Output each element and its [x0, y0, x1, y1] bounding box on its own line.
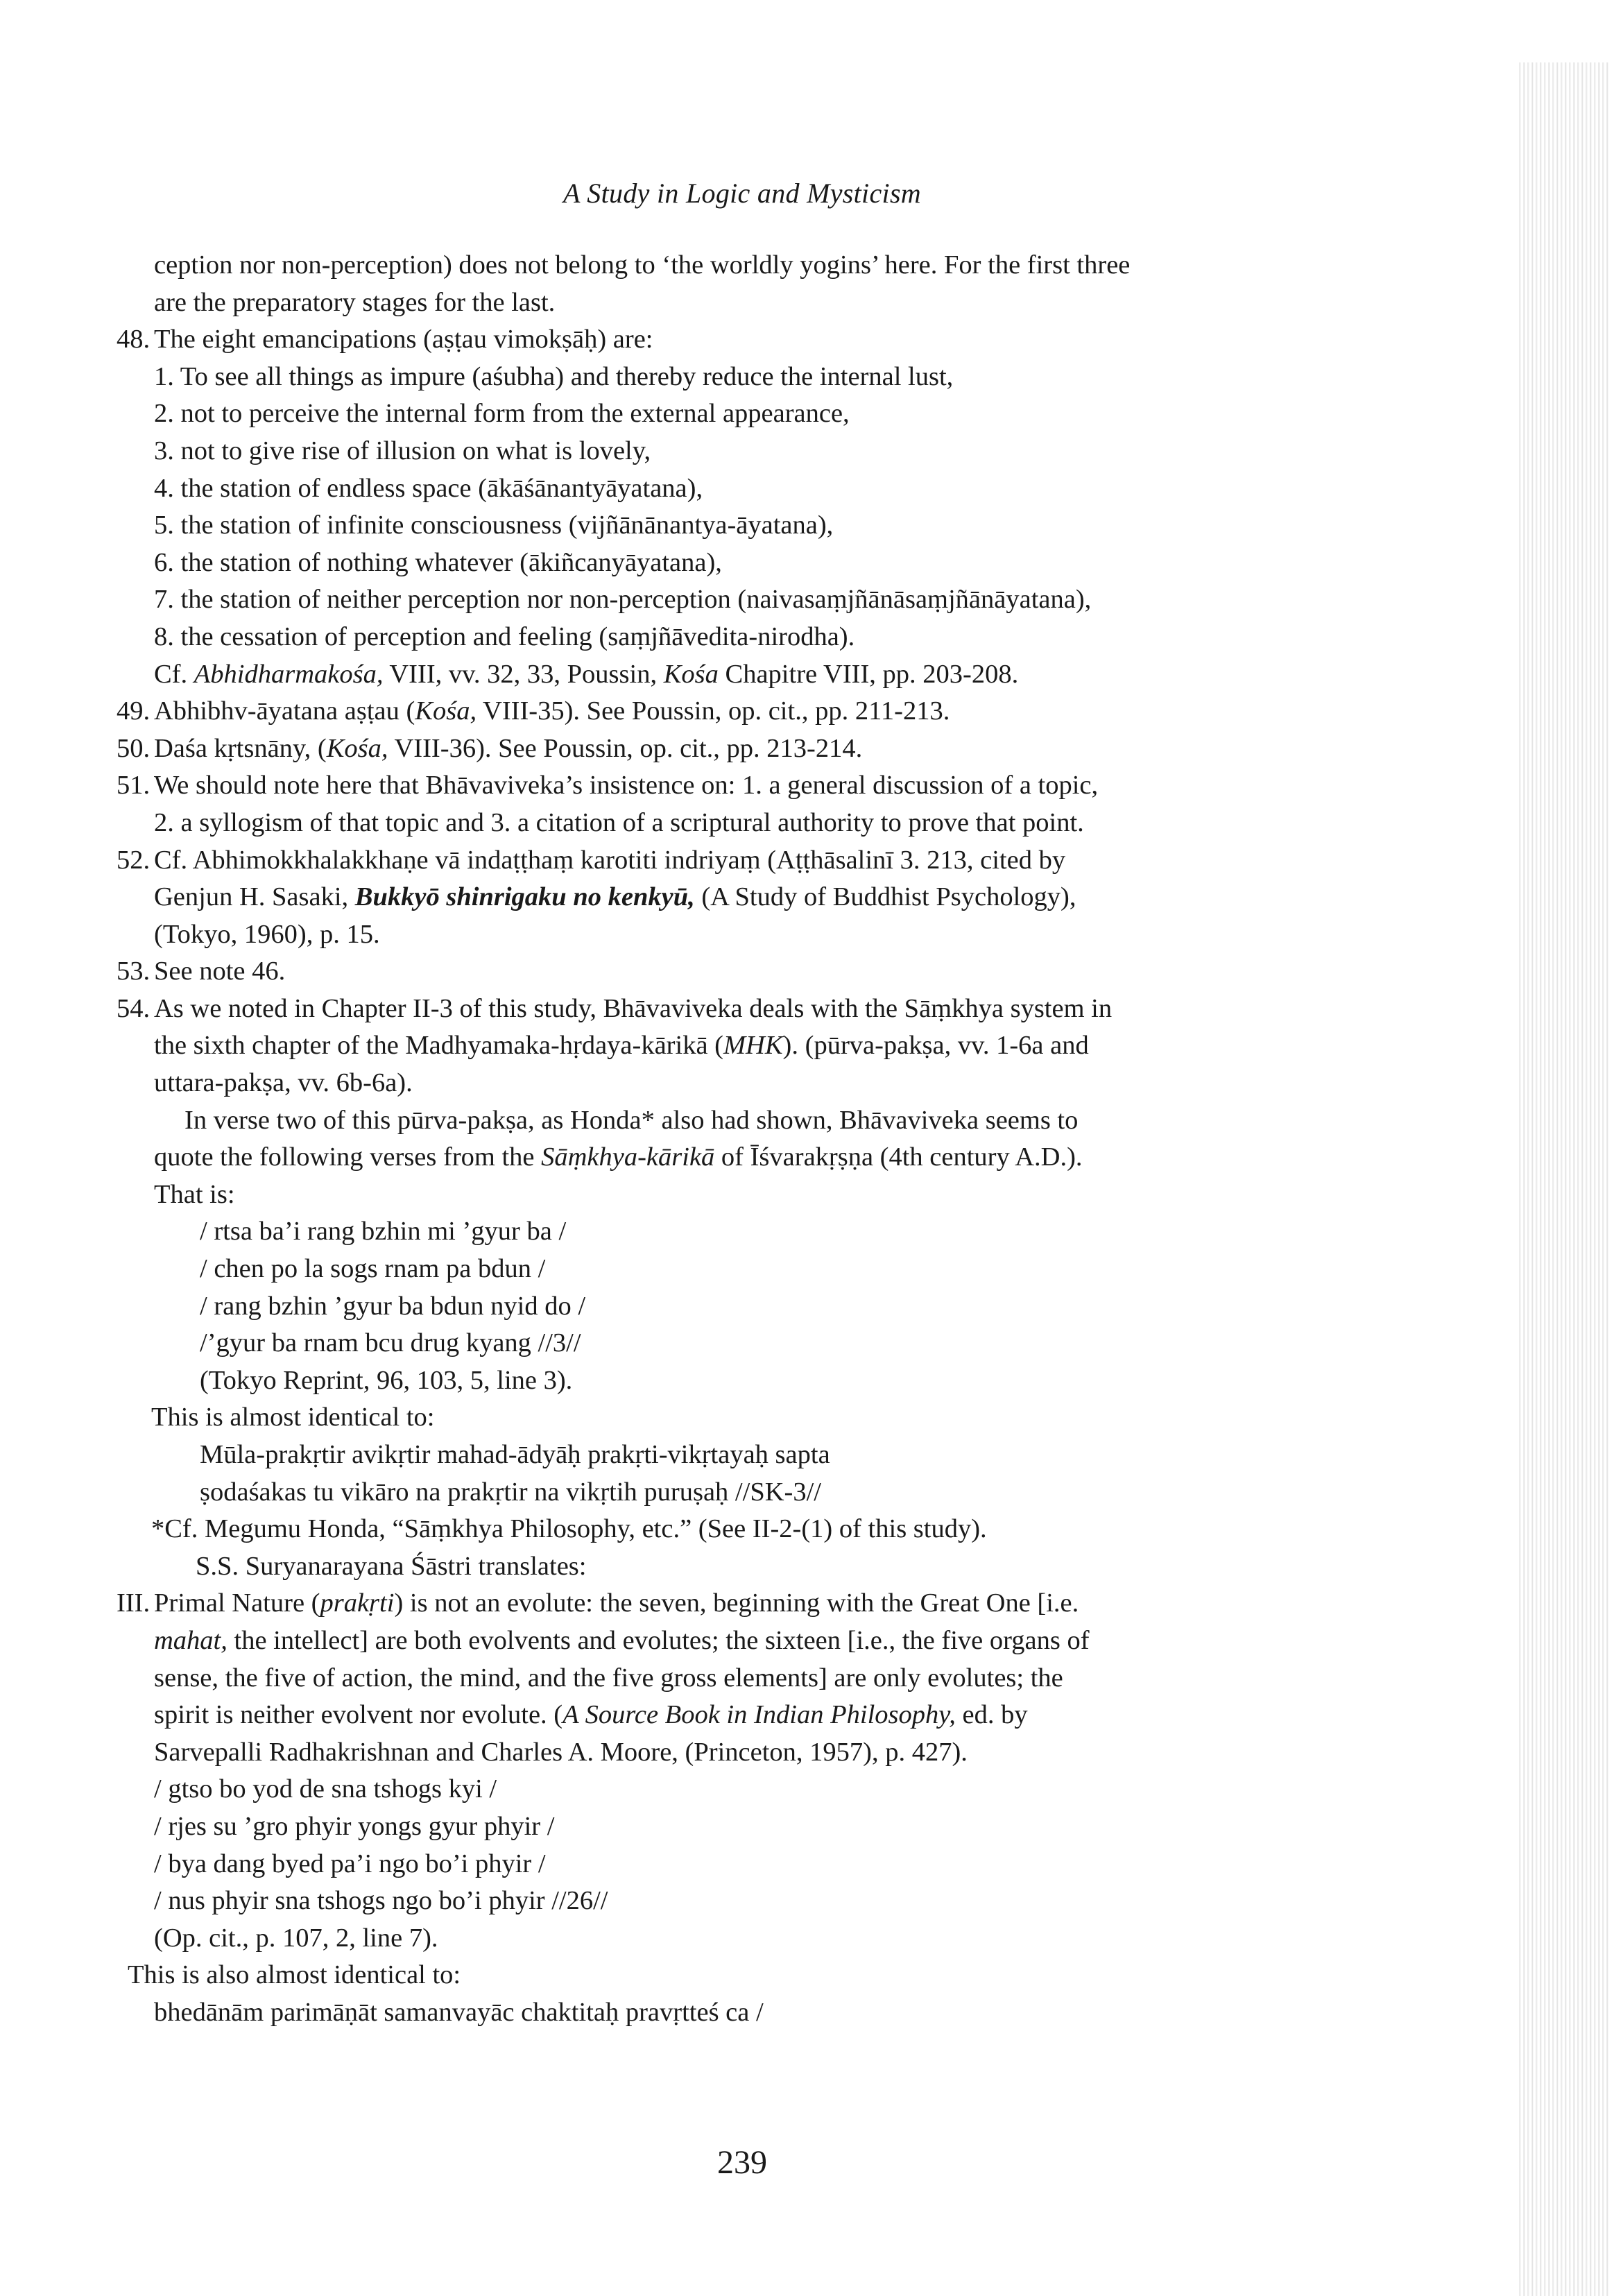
- note-line: [117, 1474, 1393, 1511]
- text-span: Genjun H. Sasaki,: [154, 882, 355, 912]
- text-span: 6. the station of nothing whatever (ākiñcanyāyatana),: [154, 547, 722, 577]
- text-span: Sarvepalli Radhakrishnan and Charles A. Moore, (Princeton, 1957), p. 427).: [154, 1737, 968, 1767]
- line-text: [154, 619, 855, 656]
- line-text: [154, 1994, 764, 2032]
- text-span: / nus phyir sna tshogs ngo bo’i phyir //26//: [154, 1886, 608, 1916]
- note-number: 49.: [117, 696, 151, 726]
- line-text: [151, 1399, 434, 1437]
- note-line: [117, 1213, 1393, 1251]
- note-line: [117, 916, 1393, 954]
- italic-text-span: A Source Book in Indian Philosophy,: [563, 1700, 956, 1730]
- line-text: [154, 767, 1098, 805]
- note-number: 51.: [117, 771, 151, 800]
- text-span: Mūla-prakṛtir avikṛtir mahad-ādyāḥ prakṛti-vikṛtayaḥ sapta: [200, 1440, 830, 1469]
- text-span: Cf.: [154, 659, 194, 689]
- line-text: [154, 1027, 1089, 1065]
- text-span: /’gyur ba rnam bcu drug kyang //3//: [200, 1328, 581, 1358]
- text-span: In verse two of this pūrva-pakṣa, as Honda* also had shown, Bhāvaviveka seems to: [184, 1105, 1079, 1135]
- line-text: [154, 1139, 1083, 1176]
- note-line: [117, 545, 1393, 582]
- note-line: [117, 1846, 1393, 1883]
- note-line: [117, 581, 1393, 619]
- text-span: the intellect] are both evolvents and evolutes; the sixteen [i.e., the five organs of: [227, 1625, 1090, 1655]
- italic-text-span: prakṛti: [320, 1588, 395, 1618]
- text-span: (Tokyo, 1960), p. 15.: [154, 919, 380, 949]
- line-text: [184, 1102, 1078, 1140]
- line-text: [200, 1437, 830, 1474]
- note-line: [117, 619, 1393, 656]
- line-text: [154, 581, 1091, 619]
- line-text: [154, 1065, 413, 1102]
- text-span: ception nor non-perception) does not belong to ‘the worldly yogins’ here. For the first three: [154, 250, 1131, 280]
- italic-text-span: MHK: [723, 1031, 783, 1061]
- line-text: [154, 842, 1065, 880]
- line-text: [154, 1920, 438, 1957]
- note-line: [117, 1957, 1393, 1994]
- note-line: [117, 656, 1393, 694]
- line-text: [154, 1808, 554, 1846]
- text-span: of Īśvarakṛṣṇa (4th century A.D.).: [714, 1142, 1083, 1172]
- note-line-numbered: [117, 1585, 1393, 1622]
- note-line: [117, 1660, 1393, 1697]
- italic-text-span: Sāṃkhya-kārikā: [541, 1142, 715, 1172]
- note-line: [117, 1437, 1393, 1474]
- line-text: [154, 545, 722, 582]
- text-span: This is almost identical to:: [151, 1403, 435, 1432]
- note-line: [117, 1697, 1393, 1734]
- note-number: 53.: [117, 957, 151, 986]
- note-line: [117, 1362, 1393, 1400]
- line-text: [154, 656, 1018, 694]
- note-number: 48.: [117, 325, 151, 354]
- line-text: [196, 1548, 586, 1586]
- text-span: *Cf. Megumu Honda, “Sāṃkhya Philosophy, etc.” (See II-2-(1) of this study).: [151, 1514, 987, 1544]
- italic-text-span: Bukkyō shinrigaku no kenkyū,: [354, 882, 695, 912]
- note-line-numbered: [117, 767, 1393, 805]
- note-line: [117, 805, 1393, 842]
- italic-text-span: Kośa,: [326, 733, 388, 763]
- text-span: 2. not to perceive the internal form from the external appearance,: [154, 399, 850, 429]
- line-text: [154, 1846, 546, 1883]
- note-number: 54.: [117, 993, 151, 1023]
- note-line: [117, 247, 1393, 284]
- line-text: [154, 916, 380, 954]
- note-line: [117, 1622, 1393, 1660]
- line-text: [154, 395, 850, 433]
- note-line: [117, 1548, 1393, 1586]
- note-line: [117, 1251, 1393, 1288]
- line-text: [154, 247, 1130, 284]
- line-text: [128, 1957, 461, 1994]
- line-text: [154, 879, 1076, 916]
- note-line: [117, 1139, 1393, 1176]
- note-line: [117, 359, 1393, 396]
- note-number: III.: [117, 1588, 151, 1618]
- running-header: A Study in Logic and Mysticism: [563, 178, 921, 209]
- note-line: [117, 284, 1393, 322]
- line-text: [200, 1213, 566, 1251]
- text-span: 2. a syllogism of that topic and 3. a citation of a scriptural authority to prove that point.: [154, 807, 1084, 837]
- note-line: [117, 1771, 1393, 1808]
- text-span: Abhibhv-āyatana aṣṭau (: [154, 696, 415, 726]
- italic-text-span: mahat,: [154, 1625, 227, 1655]
- text-span: 7. the station of neither perception nor non-perception (naivasaṃjñānāsaṃjñānāyatana),: [154, 585, 1092, 615]
- line-text: [200, 1474, 821, 1511]
- text-span: (Op. cit., p. 107, 2, line 7).: [154, 1923, 438, 1953]
- text-span: Primal Nature (: [154, 1588, 320, 1618]
- line-text: [200, 1288, 585, 1326]
- line-text: [154, 433, 651, 470]
- text-span: / rang bzhin ’gyur ba bdun nyid do /: [200, 1291, 586, 1321]
- note-line: [117, 395, 1393, 433]
- text-span: 1. To see all things as impure (aśubha) and thereby reduce the internal lust,: [154, 361, 954, 391]
- note-line: [117, 1288, 1393, 1326]
- note-line-numbered: [117, 991, 1393, 1028]
- note-line: [117, 1511, 1393, 1548]
- line-text: [154, 359, 953, 396]
- line-text: [154, 1660, 1063, 1697]
- text-span: 4. the station of endless space (ākāśānantyāyatana),: [154, 473, 703, 503]
- scanned-page-edge: [1519, 62, 1609, 2296]
- line-text: [154, 1883, 608, 1920]
- text-span: / gtso bo yod de sna tshogs kyi /: [154, 1774, 497, 1804]
- line-text: [154, 321, 653, 359]
- text-span: 8. the cessation of perception and feeling (saṃjñāvedita-nirodha).: [154, 622, 855, 651]
- text-span: We should note here that Bhāvaviveka’s insistence on: 1. a general discussion of a topic,: [154, 771, 1099, 800]
- note-line-numbered: [117, 730, 1393, 768]
- note-line: [117, 1808, 1393, 1846]
- text-span: / rjes su ’gro phyir yongs gyur phyir /: [154, 1811, 555, 1841]
- line-text: [154, 1771, 497, 1808]
- line-text: [154, 953, 285, 991]
- note-line: [117, 1176, 1393, 1214]
- line-text: [154, 1697, 1028, 1734]
- text-span: ) is not an evolute: the seven, beginning with the Great One [i.e.: [394, 1588, 1079, 1618]
- text-span: quote the following verses from the: [154, 1142, 542, 1172]
- text-span: / chen po la sogs rnam pa bdun /: [200, 1254, 546, 1284]
- line-text: [154, 1734, 968, 1772]
- line-text: [200, 1362, 572, 1400]
- text-span: are the preparatory stages for the last.: [154, 287, 556, 317]
- notes-body: [117, 247, 1393, 2032]
- text-span: Chapitre VIII, pp. 203-208.: [718, 659, 1019, 689]
- italic-text-span: Kośa: [663, 659, 719, 689]
- page-number: 239: [717, 2144, 767, 2181]
- note-line: [117, 507, 1393, 545]
- note-line: [117, 879, 1393, 916]
- text-span: ed. by: [955, 1700, 1028, 1730]
- note-line: [117, 1883, 1393, 1920]
- line-text: [200, 1251, 545, 1288]
- note-line: [117, 1994, 1393, 2032]
- note-line: [117, 1399, 1393, 1437]
- note-line: [117, 470, 1393, 508]
- note-number: 52.: [117, 845, 151, 875]
- text-span: VIII-36). See Poussin, op. cit., pp. 213-214.: [388, 733, 863, 763]
- text-span: That is:: [154, 1179, 235, 1209]
- text-span: spirit is neither evolvent nor evolute. (: [154, 1700, 563, 1730]
- line-text: [154, 470, 703, 508]
- italic-text-span: Abhidharmakośa,: [194, 659, 384, 689]
- note-line-numbered: [117, 842, 1393, 880]
- text-span: See note 46.: [154, 957, 286, 986]
- line-text: [154, 1585, 1079, 1622]
- text-span: The eight emancipations (aṣṭau vimokṣāḥ) are:: [154, 325, 653, 354]
- line-text: [154, 991, 1112, 1028]
- text-span: sense, the five of action, the mind, and the five gross elements] are only evolutes; the: [154, 1663, 1063, 1693]
- note-line-numbered: [117, 693, 1393, 730]
- text-span: bhedānām parimāṇāt samanvayāc chaktitaḥ pravṛtteś ca /: [154, 1997, 764, 2027]
- text-span: / bya dang byed pa’i ngo bo’i phyir /: [154, 1849, 546, 1878]
- line-text: [154, 1176, 235, 1214]
- text-span: As we noted in Chapter II-3 of this study, Bhāvaviveka deals with the Sāṃkhya system in: [154, 993, 1113, 1023]
- text-span: ṣodaśakas tu vikāro na prakṛtir na vikṛtih puruṣaḥ //SK-3//: [200, 1477, 822, 1507]
- italic-text-span: Kośa,: [415, 696, 477, 726]
- text-span: 5. the station of infinite consciousness (vijñānānantya-āyatana),: [154, 511, 834, 540]
- line-text: [154, 693, 950, 730]
- text-span: ). (pūrva-pakṣa, vv. 1-6a and: [782, 1031, 1089, 1061]
- line-text: [154, 805, 1084, 842]
- text-span: uttara-pakṣa, vv. 6b-6a).: [154, 1068, 413, 1098]
- note-line: [117, 1102, 1393, 1140]
- text-span: S.S. Suryanarayana Śāstri translates:: [196, 1551, 587, 1581]
- text-span: Daśa kṛtsnāny, (: [154, 733, 327, 763]
- text-span: 3. not to give rise of illusion on what is lovely,: [154, 436, 651, 465]
- note-line: [117, 1027, 1393, 1065]
- line-text: [200, 1325, 581, 1362]
- line-text: [154, 1622, 1090, 1660]
- note-line: [117, 433, 1393, 470]
- text-span: VIII-35). See Poussin, op. cit., pp. 211-213.: [476, 696, 950, 726]
- note-line: [117, 1065, 1393, 1102]
- note-line: [117, 1734, 1393, 1772]
- note-line: [117, 1920, 1393, 1957]
- text-span: Cf. Abhimokkhalakkhaṇe vā indaṭṭhaṃ karotiti indriyaṃ (Aṭṭhāsalinī 3. 213, cited by: [154, 845, 1066, 875]
- line-text: [154, 507, 833, 545]
- note-line-numbered: [117, 953, 1393, 991]
- line-text: [154, 730, 862, 768]
- line-text: [151, 1511, 987, 1548]
- text-span: (A Study of Buddhist Psychology),: [694, 882, 1076, 912]
- text-span: This is also almost identical to:: [128, 1960, 461, 1990]
- text-span: (Tokyo Reprint, 96, 103, 5, line 3).: [200, 1365, 573, 1395]
- text-span: VIII, vv. 32, 33, Poussin,: [383, 659, 664, 689]
- note-number: 50.: [117, 733, 151, 763]
- text-span: / rtsa ba’i rang bzhin mi ’gyur ba /: [200, 1217, 567, 1246]
- line-text: [154, 284, 555, 322]
- note-line-numbered: [117, 321, 1393, 359]
- note-line: [117, 1325, 1393, 1362]
- text-span: the sixth chapter of the Madhyamaka-hṛdaya-kārikā (: [154, 1031, 723, 1061]
